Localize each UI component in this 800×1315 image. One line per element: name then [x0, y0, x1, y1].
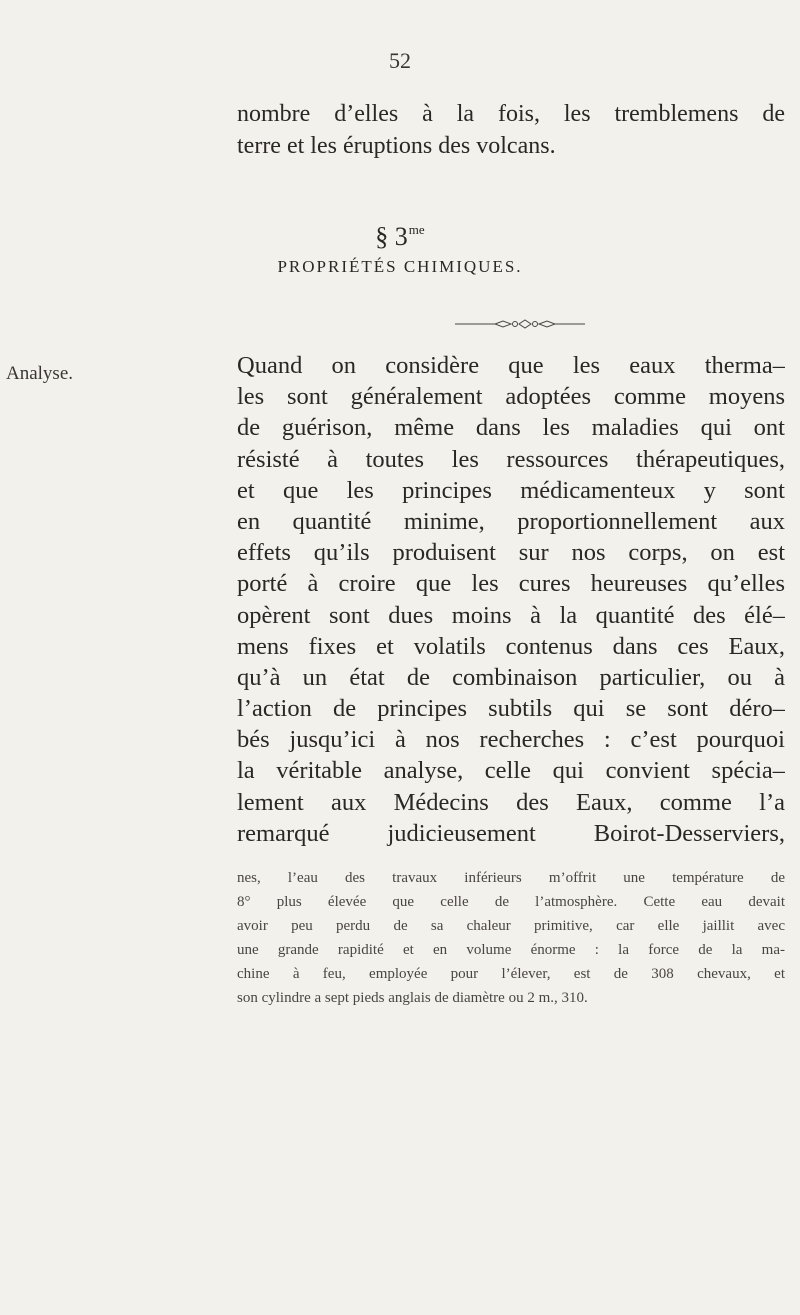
text-line: bés jusqu’ici à nos recherches : c’est pourquoi [237, 726, 785, 754]
ornament-divider [455, 318, 585, 330]
text-line: résisté à toutes les ressources thérapeutiques, [237, 445, 785, 473]
text-line: en quantité minime, proportionnellement aux [237, 507, 785, 535]
body-paragraph [237, 350, 785, 849]
footnote-line: une grande rapidité et en volume énorme : la force de la ma- [237, 942, 785, 958]
text-line: les sont généralement adoptées comme moyens [237, 383, 785, 411]
text-line: de guérison, même dans les maladies qui ont [237, 414, 785, 442]
text-line: la véritable analyse, celle qui convient spécia– [237, 757, 785, 785]
text-line: porté à croire que les cures heureuses qu’elles [237, 570, 785, 598]
footnote [237, 866, 785, 1010]
text-line: qu’à un état de combinaison particulier, ou à [237, 663, 785, 691]
footnote-line: son cylindre a sept pieds anglais de diamètre ou 2 m., 310. [237, 990, 588, 1006]
intro-paragraph [237, 98, 785, 162]
text-line: lement aux Médecins des Eaux, comme l’a [237, 788, 785, 816]
footnote-line: nes, l’eau des travaux inférieurs m’offrit une température de [237, 870, 785, 886]
section-title: PROPRIÉTÉS CHIMIQUES. [277, 257, 523, 276]
text-line: terre et les éruptions des volcans. [237, 133, 556, 159]
section-symbol: § 3 [375, 222, 408, 251]
text-line: mens fixes et volatils contenus dans ces Eaux, [237, 632, 785, 660]
page-number: 52 [389, 48, 411, 73]
footnote-line: avoir peu perdu de sa chaleur primitive, car elle jaillit avec [237, 918, 785, 934]
text-line: opèrent sont dues moins à la quantité des élé– [237, 601, 785, 629]
text-line: Quand on considère que les eaux therma– [237, 352, 785, 379]
section-superscript: me [408, 222, 425, 237]
text-line: remarqué judicieusement Boirot-Desserviers, [237, 819, 785, 847]
text-line: nombre d’elles à la fois, les tremblemens de [237, 101, 785, 127]
margin-note: Analyse. [6, 363, 74, 384]
text-line: et que les principes médicamenteux y sont [237, 476, 785, 504]
text-line: effets qu’ils produisent sur nos corps, on est [237, 539, 785, 567]
footnote-line: 8° plus élevée que celle de l’atmosphère. Cette eau devait [237, 894, 785, 910]
text-line: l’action de principes subtils qui se sont déro– [237, 695, 785, 723]
footnote-line: chine à feu, employée pour l’élever, est de 308 chevaux, et [237, 966, 785, 982]
section-number [0, 222, 800, 252]
